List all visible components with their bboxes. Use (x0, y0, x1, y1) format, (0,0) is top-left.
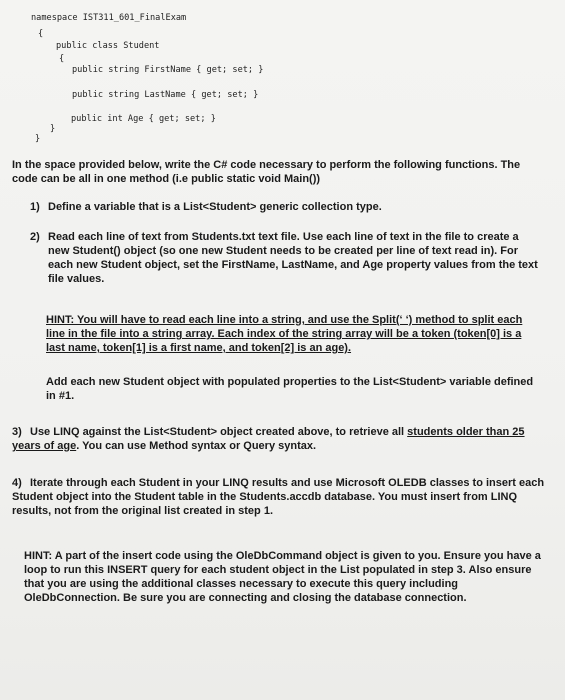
instructions-intro: In the space provided below, write the C# code necessary to perform the following functions. The code can be all in one method (i.e public static void Main()) (12, 159, 521, 185)
task-4 (12, 476, 547, 518)
code-class-line: public class Student (56, 41, 160, 51)
task-3-number: 3) (12, 426, 22, 438)
task-2-add-instruction: Add each new Student object with populated properties to the List<Student> variable defined in #1. (46, 376, 534, 402)
task-1-text: Define a variable that is a List<Student> generic collection type. (48, 201, 382, 213)
task-1 (30, 200, 530, 214)
task-3-text-a: Use LINQ against the List<Student> object created above, to retrieve all (30, 426, 408, 438)
code-class-close-brace: } (50, 124, 56, 134)
task-4-text: Iterate through each Student in your LINQ results and use Microsoft OLEDB classes to insert each Student object into the Student table in the Students.accdb database. You must insert from LINQ results, not from the original list created in step 1. (12, 477, 545, 517)
code-class-open-brace: { (59, 54, 65, 64)
task-1-number: 1) (30, 201, 40, 213)
code-lastname-property: public string LastName { get; set; } (72, 90, 259, 100)
task-2-number: 2) (30, 231, 40, 243)
task-2-hint: HINT: You will have to read each line into a string, and use the Split(‘ ‘) method to split each line in the file into a string array. Each index of the string array will be a token (token[0] is a last name, token[1] is a first name, and token[2] is an age). (46, 314, 523, 354)
code-namespace-line: namespace IST311_601_FinalExam (31, 13, 187, 23)
code-age-property: public int Age { get; set; } (71, 114, 216, 124)
task-3 (12, 425, 537, 453)
task-4-number: 4) (12, 477, 22, 489)
code-namespace-close-brace: } (35, 134, 41, 144)
final-hint: HINT: A part of the insert code using the OleDbCommand object is given to you. Ensure you have a loop to run this INSERT query for each student object in the List populated in step 3. Also ensure that you are using the additional classes necessary to execute this query including OleDbConnection. Be sure you are connecting and closing the database connection. (24, 550, 541, 604)
code-open-brace: { (38, 29, 44, 39)
task-2-text: Read each line of text from Students.txt text file. Use each line of text in the file to create a new Student() object (so one new Student needs to be created per line of text read in). For each new Student object, set the FirstName, LastName, and Age property values from the text file values. (48, 231, 538, 285)
task-3-text-b: . You can use Method syntax or Query syntax. (76, 440, 317, 452)
code-firstname-property: public string FirstName { get; set; } (72, 65, 264, 75)
task-3-underlined: students older than 25 years of age (12, 426, 525, 452)
